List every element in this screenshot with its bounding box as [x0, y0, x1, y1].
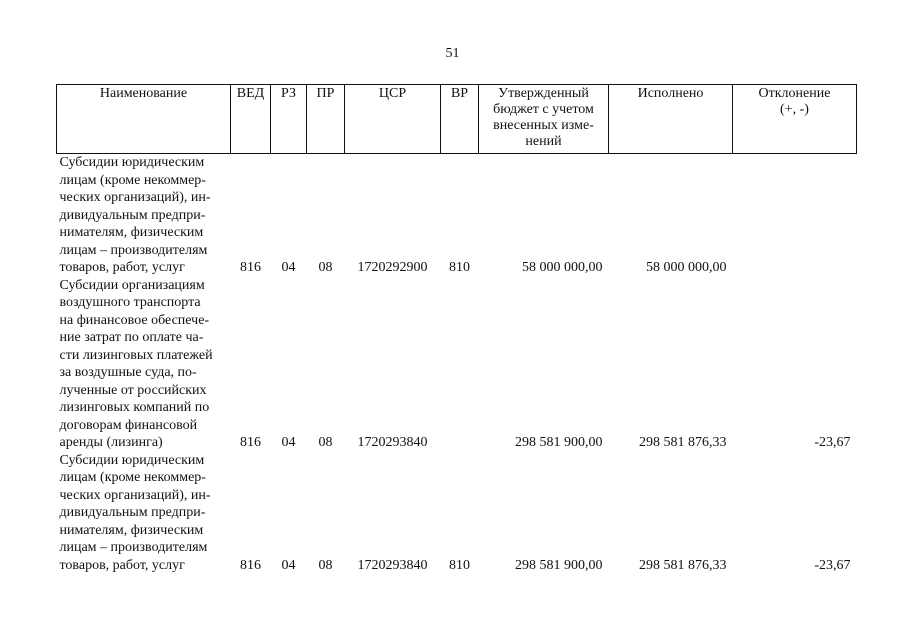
row-budget: 298 581 900,00 — [515, 557, 603, 573]
row-name-line: ческих организаций), ин- — [59, 190, 211, 205]
row-deviation — [733, 154, 857, 277]
table-row — [57, 452, 857, 575]
row-ved: 816 — [240, 435, 261, 450]
row-name-line: лизинговых компаний по — [59, 400, 210, 415]
row-budget: 58 000 000,00 — [522, 260, 603, 275]
page-number: 51 — [445, 46, 460, 61]
header-name: Наименование — [57, 85, 231, 154]
row-name-line: товаров, работ, услуг — [59, 260, 185, 275]
row-executed: 298 581 876,33 — [639, 557, 727, 573]
header-deviation-line: (+, -) — [780, 102, 809, 117]
row-name-line: нимателям, физическим — [59, 225, 204, 240]
row-ved: 816 — [240, 557, 261, 573]
header-row — [57, 85, 857, 154]
row-vr: 810 — [449, 260, 470, 275]
row-csr: 1720293840 — [357, 557, 428, 573]
row-name-line: ние затрат по оплате ча- — [59, 330, 204, 345]
header-rz: РЗ — [271, 85, 307, 154]
table-row — [57, 154, 857, 277]
row-name-line: дивидуальным предпри- — [59, 505, 206, 520]
row-name-line: лицам – производителям — [59, 540, 208, 555]
row-pr: 08 — [318, 435, 333, 450]
row-rz: 04 — [281, 260, 296, 275]
row-name-line: товаров, работ, услуг — [59, 557, 185, 573]
row-deviation: -23,67 — [814, 435, 851, 450]
table-body — [57, 154, 857, 575]
row-executed: 298 581 876,33 — [639, 435, 727, 450]
row-name-line: на финансовое обеспече- — [59, 312, 210, 328]
row-name-line: лицам (кроме некоммер- — [59, 470, 206, 485]
row-name-line: договорам финансовой — [59, 417, 198, 433]
header-budget-line: внесенных изме- — [493, 118, 594, 133]
header-ved: ВЕД — [231, 85, 271, 154]
row-vr — [441, 277, 479, 452]
row-name — [57, 452, 231, 575]
header-deviation-line: Отклонение — [758, 86, 831, 101]
row-pr: 08 — [318, 260, 333, 275]
row-vr: 810 — [449, 557, 470, 573]
row-name-line: ческих организаций), ин- — [59, 487, 211, 503]
budget-execution-table — [56, 84, 857, 574]
row-rz: 04 — [281, 435, 296, 450]
row-csr: 1720293840 — [357, 435, 428, 450]
row-name-line: Субсидии юридическим — [59, 155, 205, 170]
row-name-line: дивидуальным предпри- — [59, 207, 206, 223]
row-name-line: аренды (лизинга) — [59, 435, 163, 450]
row-name — [57, 277, 231, 452]
header-budget — [479, 85, 609, 154]
budget-table-container — [56, 84, 856, 574]
table-row — [57, 277, 857, 452]
row-executed: 58 000 000,00 — [646, 260, 727, 275]
row-name-line: лицам – производителям — [59, 242, 208, 258]
row-name-line: Субсидии юридическим — [59, 452, 205, 468]
row-name-line: Субсидии организациям — [59, 277, 205, 293]
header-budget-line: нений — [525, 134, 562, 149]
row-rz: 04 — [281, 557, 296, 573]
table-header — [57, 85, 857, 154]
row-ved: 816 — [240, 260, 261, 275]
header-budget-line: Утвержденный — [498, 86, 589, 101]
row-pr: 08 — [318, 557, 333, 573]
row-name-line: лученные от российских — [59, 382, 207, 398]
row-name-line: за воздушные суда, по- — [59, 365, 197, 380]
row-name-line: нимателям, физическим — [59, 522, 204, 538]
header-executed: Исполнено — [609, 85, 733, 154]
header-csr: ЦСР — [345, 85, 441, 154]
header-pr: ПР — [307, 85, 345, 154]
row-deviation: -23,67 — [814, 557, 851, 573]
row-name-line: лицам (кроме некоммер- — [59, 172, 206, 188]
row-name — [57, 154, 231, 277]
row-name-line: сти лизинговых платежей — [59, 347, 213, 363]
header-deviation — [733, 85, 857, 154]
row-csr: 1720292900 — [357, 260, 428, 275]
header-budget-line: бюджет с учетом — [493, 102, 594, 117]
row-name-line: воздушного транспорта — [59, 295, 201, 310]
header-vr: ВР — [441, 85, 479, 154]
row-budget: 298 581 900,00 — [515, 435, 603, 450]
